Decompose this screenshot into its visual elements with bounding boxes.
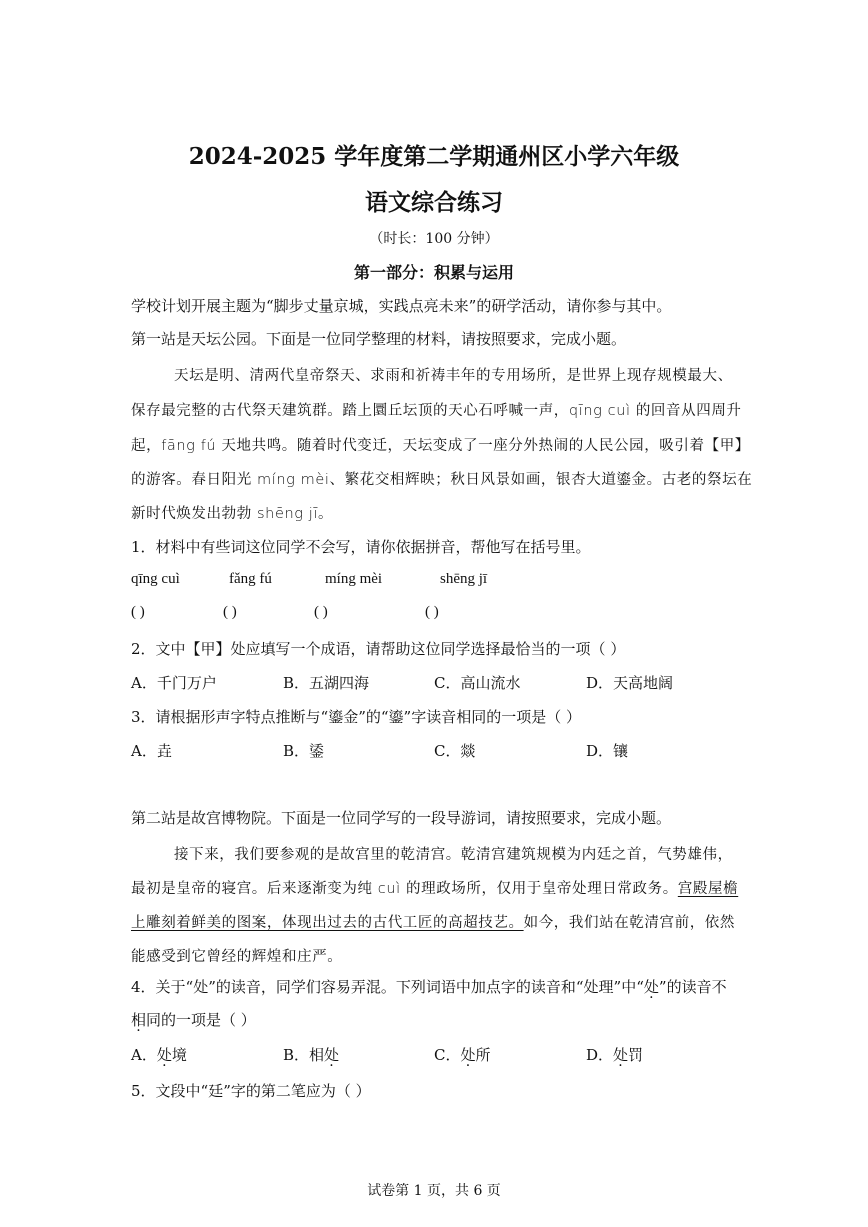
dotted-char: 处: [156, 1046, 172, 1064]
underlined-sentence: 宫殿屋檐: [677, 881, 739, 897]
q4-text: 同的一项是（ ）: [146, 1011, 256, 1029]
question-1: 1．材料中有些词这位同学不会写，请你依据拼音，帮他写在括号里。: [131, 538, 591, 556]
option-b[interactable]: B．鋈: [283, 742, 325, 760]
answer-blank[interactable]: ( ): [131, 604, 145, 620]
question-4-cont: [131, 1009, 256, 1030]
passage1-line: 新时代焕发出勃勃 shēng jī。: [131, 506, 334, 522]
option-prefix: A．: [131, 1046, 157, 1064]
pinyin-label: shēng jī: [440, 571, 488, 587]
option-c[interactable]: C．燚: [434, 742, 476, 760]
passage2-text: 最初是皇帝的寝宫。后来逐渐变为纯 cuì 的理政场所，仅用于皇帝处理日常政务。: [131, 881, 678, 897]
answer-blank[interactable]: ( ): [314, 604, 328, 620]
option-c[interactable]: C．高山流水: [434, 674, 521, 692]
option-prefix: D．: [586, 1046, 614, 1064]
option-d[interactable]: D．天高地阔: [586, 674, 674, 692]
page-subtitle: 语文综合练习: [365, 189, 503, 216]
option-b[interactable]: B．五湖四海: [283, 674, 370, 692]
option-b[interactable]: [283, 1044, 339, 1065]
option-a[interactable]: A．垚: [131, 742, 172, 760]
option-suffix: 罚: [628, 1046, 644, 1064]
answer-blank[interactable]: ( ): [223, 604, 237, 620]
dotted-char: 处: [643, 978, 659, 996]
pinyin-label: fǎng fú: [229, 571, 272, 587]
question-2: 2．文中【甲】处应填写一个成语，请帮助这位同学选择最恰当的一项（ ）: [131, 640, 626, 658]
question-5: 5．文段中“廷”字的第二笔应为（ ）: [131, 1082, 371, 1100]
option-prefix: C．: [434, 1046, 461, 1064]
option-prefix: B．相: [283, 1046, 325, 1064]
intro-text: 学校计划开展主题为“脚步丈量京城，实践点亮未来”的研学活动，请你参与其中。: [131, 297, 672, 315]
pinyin-label: qīng cuì: [131, 571, 180, 587]
underlined-sentence: 上雕刻着鲜美的图案，体现出过去的古代工匠的高超技艺。: [131, 915, 524, 931]
passage1-line: 天坛是明、清两代皇帝祭天、求雨和祈祷丰年的专用场所，是世界上现存规模最大、: [174, 368, 733, 384]
option-d[interactable]: [586, 1044, 643, 1065]
page-title: 2024-2025 学年度第二学期通州区小学六年级: [188, 143, 680, 170]
option-d[interactable]: D．镶: [586, 742, 629, 760]
q4-text: 4．关于“处”的读音，同学们容易弄混。下列词语中加点字的读音和“处理”中“: [131, 978, 644, 996]
answer-blank[interactable]: ( ): [425, 604, 439, 620]
passage2-line: [131, 911, 735, 932]
station1-text: 第一站是天坛公园。下面是一位同学整理的材料，请按照要求，完成小题。: [131, 330, 627, 348]
passage1-line: 起，fāng fú 天地共鸣。随着时代变迁，天坛变成了一座分外热闹的人民公园，吸引着【甲】: [131, 438, 750, 454]
passage1-line: 的游客。春日阳光 míng mèi、繁花交相辉映；秋日风景如画，银杏大道鎏金。古老的祭坛在: [131, 472, 753, 488]
dotted-char: 处: [324, 1046, 340, 1064]
option-a[interactable]: [131, 1044, 187, 1065]
dotted-char: 处: [460, 1046, 476, 1064]
page-footer: 试卷第 1 页，共 6 页: [367, 1183, 501, 1199]
dotted-char: 相: [131, 1011, 147, 1029]
pinyin-label: míng mèi: [325, 571, 383, 587]
part-heading: 第一部分：积累与运用: [353, 263, 514, 282]
option-a[interactable]: A．千门万户: [131, 674, 217, 692]
passage2-line: 接下来，我们要参观的是故宫里的乾清宫。乾清宫建筑规模为内廷之首，气势雄伟，: [174, 847, 733, 863]
passage2-text: 如今，我们站在乾清宫前，依然: [523, 915, 736, 931]
option-c[interactable]: [434, 1044, 491, 1065]
q4-text: ”的读音不: [658, 978, 727, 996]
station2-text: 第二站是故宫博物院。下面是一位同学写的一段导游词，请按照要求，完成小题。: [131, 809, 672, 827]
passage2-line: [131, 877, 738, 898]
option-suffix: 境: [171, 1046, 187, 1064]
option-suffix: 所: [475, 1046, 491, 1064]
passage2-line: 能感受到它曾经的辉煌和庄严。: [131, 949, 343, 965]
question-4: [131, 976, 727, 997]
question-3: 3．请根据形声字特点推断与“鎏金”的“鎏”字读音相同的一项是（ ）: [131, 708, 581, 726]
passage1-line: 保存最完整的古代祭天建筑群。踏上圜丘坛顶的天心石呼喊一声，qīng cuì 的回音从四周升: [131, 403, 742, 419]
duration: （时长：100 分钟）: [369, 231, 499, 247]
dotted-char: 处: [613, 1046, 629, 1064]
